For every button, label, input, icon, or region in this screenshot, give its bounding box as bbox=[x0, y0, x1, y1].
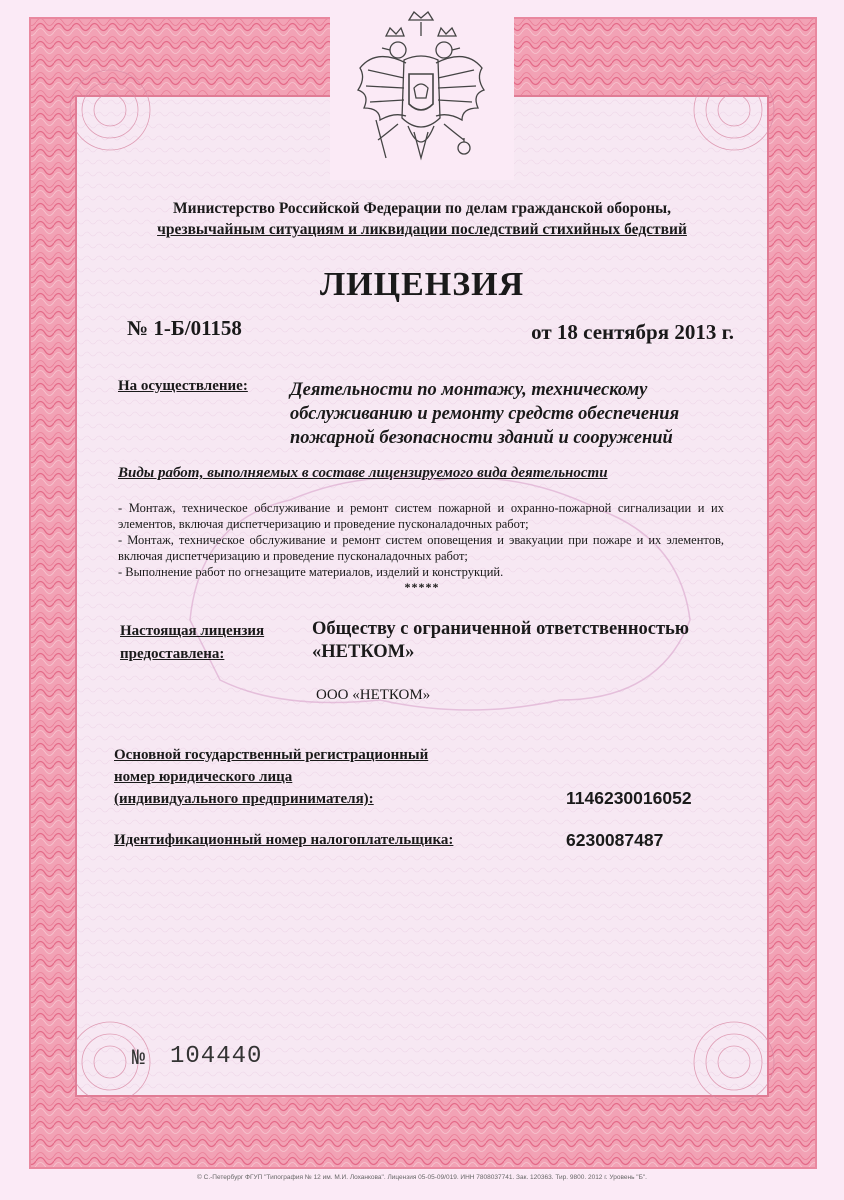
ogrn-label-line-1: Основной государственный регистрационный bbox=[114, 747, 429, 763]
works-item: - Выполнение работ по огнезащите материалов, изделий и конструкций. bbox=[118, 565, 504, 579]
inn-label: Идентификационный номер налогоплательщика: bbox=[114, 832, 454, 848]
granted-label-line-2: предоставлена: bbox=[120, 646, 225, 662]
document-title: ЛИЦЕНЗИЯ bbox=[319, 266, 525, 303]
ogrn-value: 1146230016052 bbox=[566, 788, 692, 808]
granted-label-line-1: Настоящая лицензия bbox=[120, 623, 265, 639]
works-list bbox=[118, 500, 724, 580]
serial-number-sign: № bbox=[132, 1046, 146, 1071]
ogrn-label-line-3: (индивидуального предпринимателя): bbox=[114, 791, 374, 807]
organization-short-name: ООО «НЕТКОМ» bbox=[316, 687, 431, 703]
coat-of-arms-icon bbox=[346, 8, 496, 173]
works-item: - Монтаж, техническое обслуживание и ремонт систем пожарной и охранно-пожарной сигнализации и их элементов, включая диспетчеризацию и проведение пусконаладочных работ; bbox=[118, 501, 724, 531]
activity-label: На осуществление: bbox=[118, 378, 248, 394]
ministry-name bbox=[100, 198, 744, 240]
organization-line-2: «НЕТКОМ» bbox=[312, 642, 415, 662]
organization-line-1: Обществу с ограниченной ответственностью bbox=[312, 619, 689, 639]
section-separator: ***** bbox=[404, 580, 440, 594]
license-date: от 18 сентября 2013 г. bbox=[531, 320, 734, 344]
license-number: № 1-Б/01158 bbox=[127, 316, 242, 340]
inn-value: 6230087487 bbox=[566, 830, 664, 850]
ministry-line-2: чрезвычайным ситуациям и ликвидации последствий стихийных бедствий bbox=[157, 221, 687, 238]
organization-name bbox=[312, 618, 732, 664]
printer-imprint: © С.-Петербург ФГУП "Типография № 12 им. М.И. Лоханкова". Лицензия 05-05-09/019. ИНН 7808037741. Зак. 120363. Тир. 9800. 2012 г. Уровень "Б". bbox=[197, 1174, 647, 1181]
granted-label bbox=[120, 620, 290, 666]
serial-number: 104440 bbox=[170, 1043, 263, 1070]
activity-text: Деятельности по монтажу, техническому обслуживанию и ремонту средств обеспечения пожарной безопасности зданий и сооружений bbox=[290, 380, 680, 448]
ogrn-label-line-2: номер юридического лица bbox=[114, 769, 293, 785]
ogrn-label bbox=[114, 744, 428, 810]
works-item: - Монтаж, техническое обслуживание и ремонт систем оповещения и эвакуации при пожаре и их элементов, включая диспетчеризацию и проведение пусконаладочных работ; bbox=[118, 533, 724, 563]
works-heading: Виды работ, выполняемых в составе лицензируемого вида деятельности bbox=[118, 465, 608, 481]
ministry-line-1: Министерство Российской Федерации по делам гражданской обороны, bbox=[173, 200, 671, 217]
